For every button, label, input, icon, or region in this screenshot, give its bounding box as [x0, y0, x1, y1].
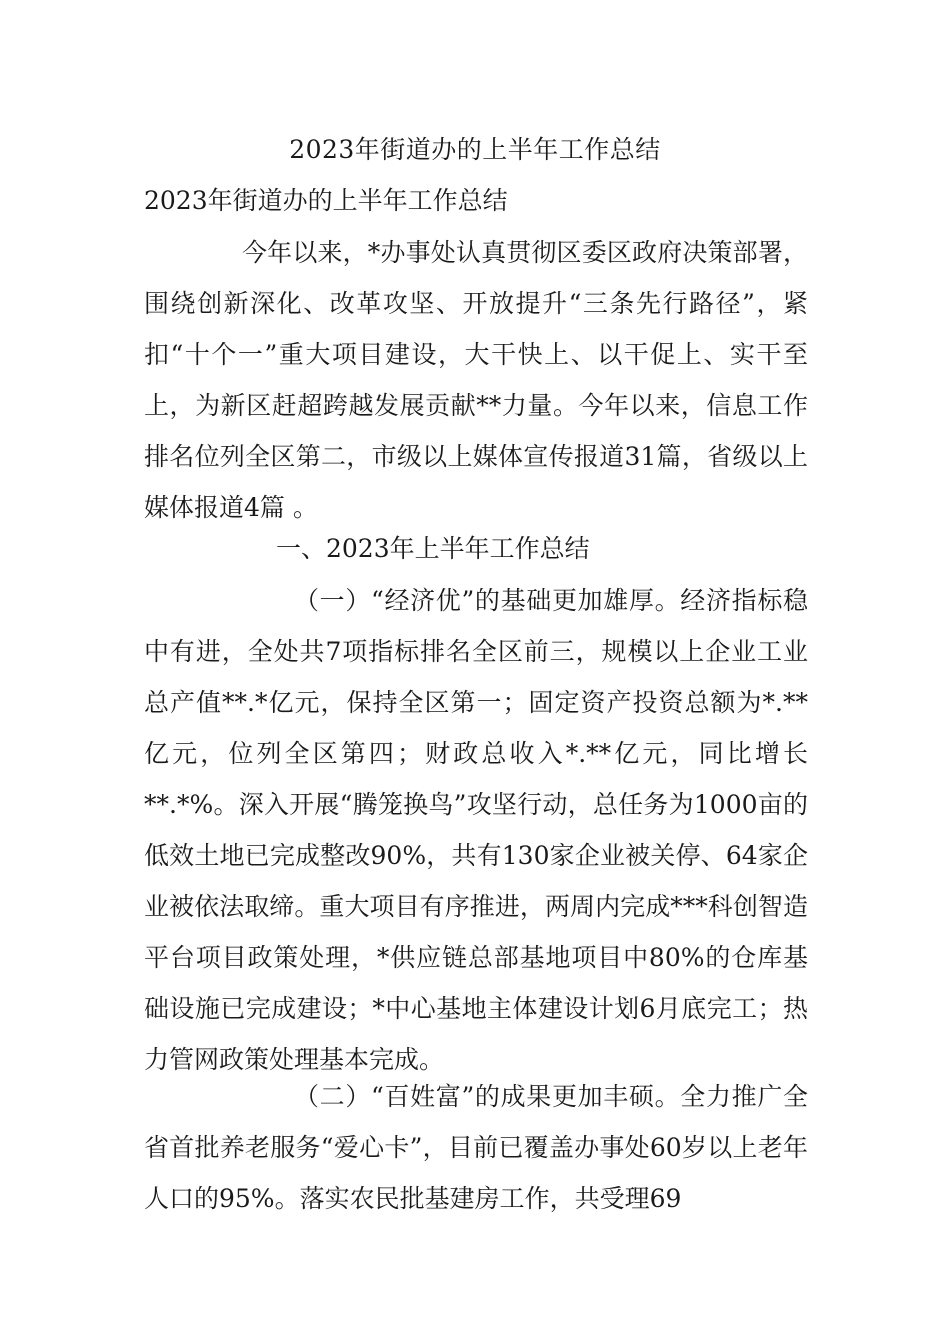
document-subtitle: 2023年街道办的上半年工作总结: [144, 186, 508, 215]
section-heading: 一、2023年上半年工作总结: [276, 534, 590, 563]
livelihood-paragraph: （二）“百姓富”的成果更加丰硕。全力推广全省首批养老服务“爱心卡”，目前已覆盖办事处60岁以上老年人口的95%。落实农民批基建房工作，共受理69: [144, 1082, 808, 1213]
intro-paragraph: 今年以来，*办事处认真贯彻区委区政府决策部署，围绕创新深化、改革攻坚、开放提升“三条先行路径”，紧扣“十个一”重大项目建设，大干快上、以干促上、实干至上，为新区赶超跨越发展贡献**力量。今年以来，信息工作排名位列全区第二，市级以上媒体宣传报道31篇，省级以上媒体报道4篇 。: [144, 238, 808, 522]
economy-paragraph: （一）“经济优”的基础更加雄厚。经济指标稳中有进，全处共7项指标排名全区前三，规模以上企业工业总产值**.*亿元，保持全区第一；固定资产投资总额为*.**亿元，位列全区第四；财政总收入*.**亿元，同比增长**.*%。深入开展“腾笼换鸟”攻坚行动，总任务为1000亩的低效土地已完成整改90%，共有130家企业被关停、64家企业被依法取缔。重大项目有序推进，两周内完成***科创智造平台项目政策处理，*供应链总部基地项目中80%的仓库基础设施已完成建设；*中心基地主体建设计划6月底完工；热力管网政策处理基本完成。: [144, 586, 808, 1074]
document-title: 2023年街道办的上半年工作总结: [289, 135, 661, 164]
